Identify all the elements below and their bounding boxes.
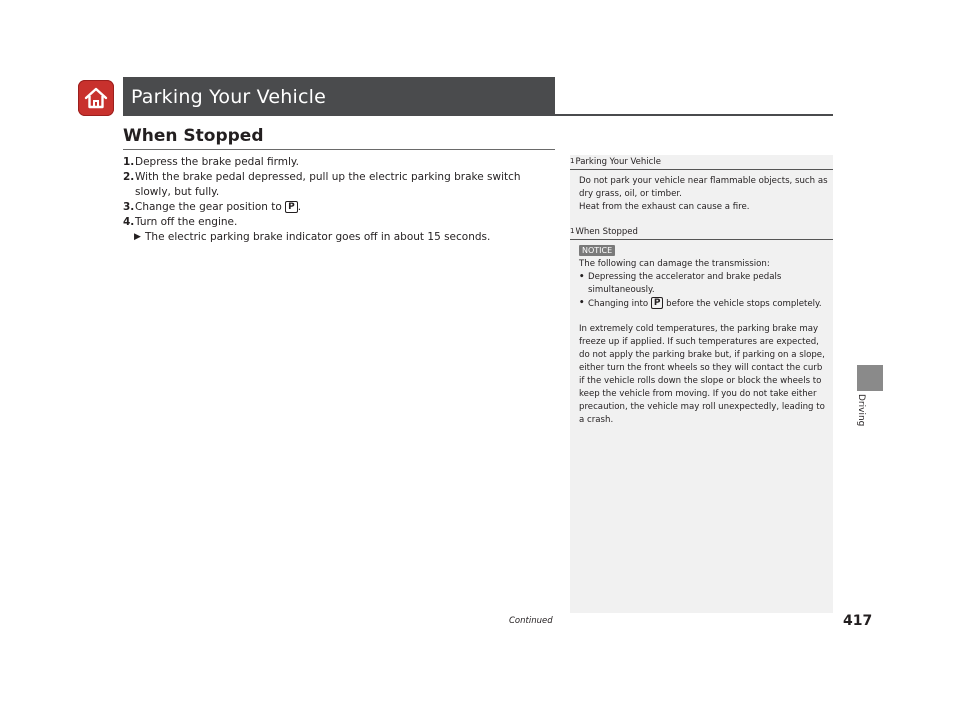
step-text: With the brake pedal depressed, pull up the electric parking brake switch slowly, but fully. — [135, 171, 521, 198]
bullet-text: Changing into — [588, 299, 651, 309]
step-number: 3. — [123, 201, 135, 213]
step-number: 1. — [123, 156, 135, 168]
bullet-icon: • — [579, 298, 585, 308]
bullet-text: Depressing the accelerator and brake pedals simultaneously. — [588, 272, 782, 295]
home-icon — [83, 85, 109, 111]
section-heading: When Stopped — [123, 126, 264, 146]
note-paragraph: In extremely cold temperatures, the parking brake may freeze up if applied. If such temperatures are expected, do not apply the parking brake but, if parking on a slope, either turn the front wheels so they will contact the curb if the vehicle rolls down the slope or block the wheels to keep the vehicle from moving. If you do not take either precaution, the vehicle may roll unexpectedly, leading to a crash. — [579, 324, 825, 425]
substep-text: The electric parking brake indicator goes off in about 15 seconds. — [145, 231, 491, 243]
step-item — [123, 215, 555, 230]
note-body-parking — [579, 175, 829, 214]
home-button[interactable] — [78, 80, 114, 116]
step-item — [123, 155, 555, 170]
step-number: 4. — [123, 216, 135, 228]
spacer — [579, 311, 829, 323]
note-text: Do not park your vehicle near flammable objects, such as dry grass, oil, or timber. — [579, 176, 828, 199]
note-intro: The following can damage the transmission: — [579, 259, 770, 269]
section-divider — [123, 149, 555, 150]
gear-p-symbol: P — [285, 201, 298, 213]
notice-badge: NOTICE — [579, 245, 615, 256]
page-title-bar — [123, 77, 555, 114]
note-bullet — [579, 297, 829, 311]
note-header-parking — [570, 157, 833, 170]
step-number: 2. — [123, 171, 135, 183]
chapter-tab[interactable] — [857, 365, 883, 391]
note-title: Parking Your Vehicle — [575, 157, 661, 167]
note-header-when-stopped — [570, 227, 833, 240]
page-title: Parking Your Vehicle — [131, 86, 327, 108]
step-text: Change the gear position to — [135, 201, 286, 213]
step-list — [123, 155, 555, 245]
reference-marker: 1 — [570, 157, 575, 165]
note-title: When Stopped — [575, 227, 638, 237]
page-number: 417 — [843, 613, 873, 629]
step-text: Depress the brake pedal firmly. — [135, 156, 299, 168]
step-substep — [123, 230, 555, 245]
step-text: Turn off the engine. — [135, 216, 238, 228]
step-item — [123, 200, 555, 215]
title-divider — [123, 114, 833, 116]
gear-p-symbol: P — [651, 297, 664, 309]
note-text: Heat from the exhaust can cause a fire. — [579, 202, 750, 212]
note-bullet — [579, 271, 829, 297]
arrow-right-icon: ▶ — [134, 232, 141, 242]
step-text-end: . — [297, 201, 302, 213]
continued-label: Continued — [509, 616, 553, 626]
bullet-text-end: before the vehicle stops completely. — [663, 299, 822, 309]
step-item — [123, 170, 555, 200]
chapter-label: Driving — [856, 394, 866, 427]
bullet-icon: • — [579, 272, 585, 282]
side-notes-panel — [570, 155, 833, 613]
note-body-when-stopped — [579, 245, 829, 427]
reference-marker: 1 — [570, 227, 575, 235]
